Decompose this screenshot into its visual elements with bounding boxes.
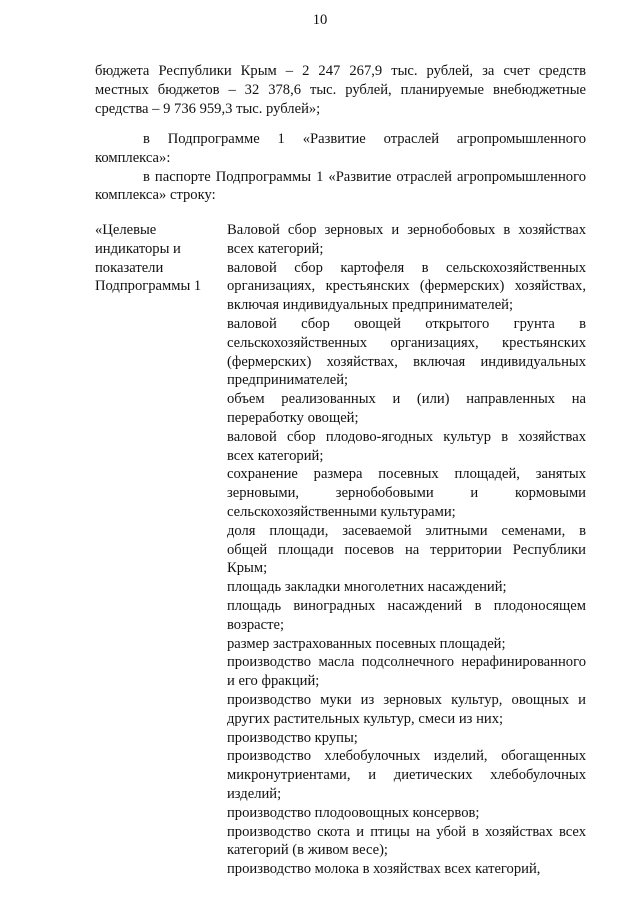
indicator-line: валовой сбор овощей открытого грунта в	[227, 315, 586, 332]
indicator-item	[227, 315, 586, 390]
indicator-item	[227, 259, 586, 315]
indicator-line: общей площади посевов на территории Республики	[227, 541, 586, 558]
indicator-item	[227, 635, 586, 654]
indicator-line: (фермерских) хозяйствах, включая индивидуальных	[227, 353, 586, 370]
indicator-line: размер застрахованных посевных площадей;	[227, 635, 506, 652]
indicators-label-line: «Целевые	[95, 222, 157, 238]
indicator-item	[227, 729, 586, 748]
indicator-line: Валовой сбор зерновых и зернобобовых в хозяйствах	[227, 222, 586, 238]
indicator-line: производство муки из зерновых культур, овощных и	[227, 691, 586, 708]
indicators-label-line: показатели	[95, 259, 164, 276]
indicator-item	[227, 428, 586, 466]
indicator-item	[227, 597, 586, 635]
intro-paragraph	[95, 62, 586, 118]
indicator-line: переработку овощей;	[227, 409, 359, 426]
indicator-line: производство молока в хозяйствах всех категорий,	[227, 861, 541, 878]
indicator-item	[227, 221, 586, 259]
indicator-line: производство крупы;	[227, 729, 358, 746]
indicator-line: валовой сбор плодово-ягодных культур в хозяйствах	[227, 428, 586, 445]
indicator-line: возрасте;	[227, 616, 285, 633]
indicator-line: предпринимателей;	[227, 372, 349, 389]
subprogram-heading-line: комплекса»:	[95, 149, 171, 166]
indicator-line: доля площади, засеваемой элитными семенами, в	[227, 522, 586, 539]
indicator-line: всех категорий;	[227, 240, 324, 257]
indicator-line: сохранение размера посевных площадей, занятых	[227, 466, 586, 483]
indicator-item	[227, 390, 586, 428]
indicator-line: сельскохозяйственных организациях, крестьянских	[227, 334, 586, 351]
indicator-line: валовой сбор картофеля в сельскохозяйственных	[227, 259, 586, 276]
indicator-line: изделий;	[227, 785, 282, 802]
indicators-list	[227, 221, 586, 879]
indicator-line: производство масла подсолнечного нерафинированного	[227, 654, 586, 671]
indicator-line: организациях, крестьянских (фермерских) хозяйствах,	[227, 278, 586, 295]
indicator-line: зерновыми, зернобобовыми и кормовыми	[227, 485, 586, 502]
indicator-line: производство плодоовощных консервов;	[227, 804, 480, 821]
indicator-item	[227, 804, 586, 823]
indicator-item	[227, 823, 586, 861]
indicator-line: производство хлебобулочных изделий, обогащенных	[227, 748, 586, 765]
indicator-item	[227, 522, 586, 578]
indicator-line: площадь виноградных насаждений в плодоносящем	[227, 597, 586, 614]
indicator-line: микронутриентами, и диетических хлебобулочных	[227, 767, 586, 784]
indicator-item	[227, 653, 586, 691]
indicator-item	[227, 691, 586, 729]
passport-line: в паспорте Подпрограммы 1 «Развитие отраслей агропромышленного	[143, 168, 586, 185]
indicators-label-line: индикаторы и	[95, 240, 181, 257]
indicator-line: других растительных культур, смеси из них;	[227, 710, 504, 727]
indicator-line: производство скота и птицы на убой в хозяйствах всех	[227, 823, 586, 840]
subprogram-paragraph	[95, 130, 586, 205]
indicator-line: категорий (в живом весе);	[227, 842, 388, 859]
intro-line: средства – 9 736 959,3 тыс. рублей»;	[95, 100, 321, 117]
intro-line: бюджета Республики Крым – 2 247 267,9 тыс. рублей, за счет средств	[95, 63, 586, 79]
indicator-line: Крым;	[227, 560, 268, 577]
indicators-label-line: Подпрограммы 1	[95, 278, 202, 295]
indicator-line: включая индивидуальных предпринимателей;	[227, 297, 514, 314]
indicator-item	[227, 578, 586, 597]
indicator-line: объем реализованных и (или) направленных на	[227, 391, 586, 408]
indicator-line: всех категорий;	[227, 447, 324, 464]
indicator-line: и его фракций;	[227, 673, 320, 690]
indicator-item	[227, 465, 586, 521]
indicator-line: площадь закладки многолетних насаждений;	[227, 579, 507, 596]
indicators-label	[95, 221, 215, 296]
indicator-line: сельскохозяйственными культурами;	[227, 503, 456, 520]
intro-line: местных бюджетов – 32 378,6 тыс. рублей, планируемые внебюджетные	[95, 81, 586, 98]
subprogram-heading-line: в Подпрограмме 1 «Развитие отраслей агропромышленного	[143, 131, 586, 147]
indicator-item	[227, 860, 586, 879]
indicator-item	[227, 747, 586, 803]
passport-line: комплекса» строку:	[95, 187, 216, 204]
page-number: 10	[312, 12, 328, 28]
